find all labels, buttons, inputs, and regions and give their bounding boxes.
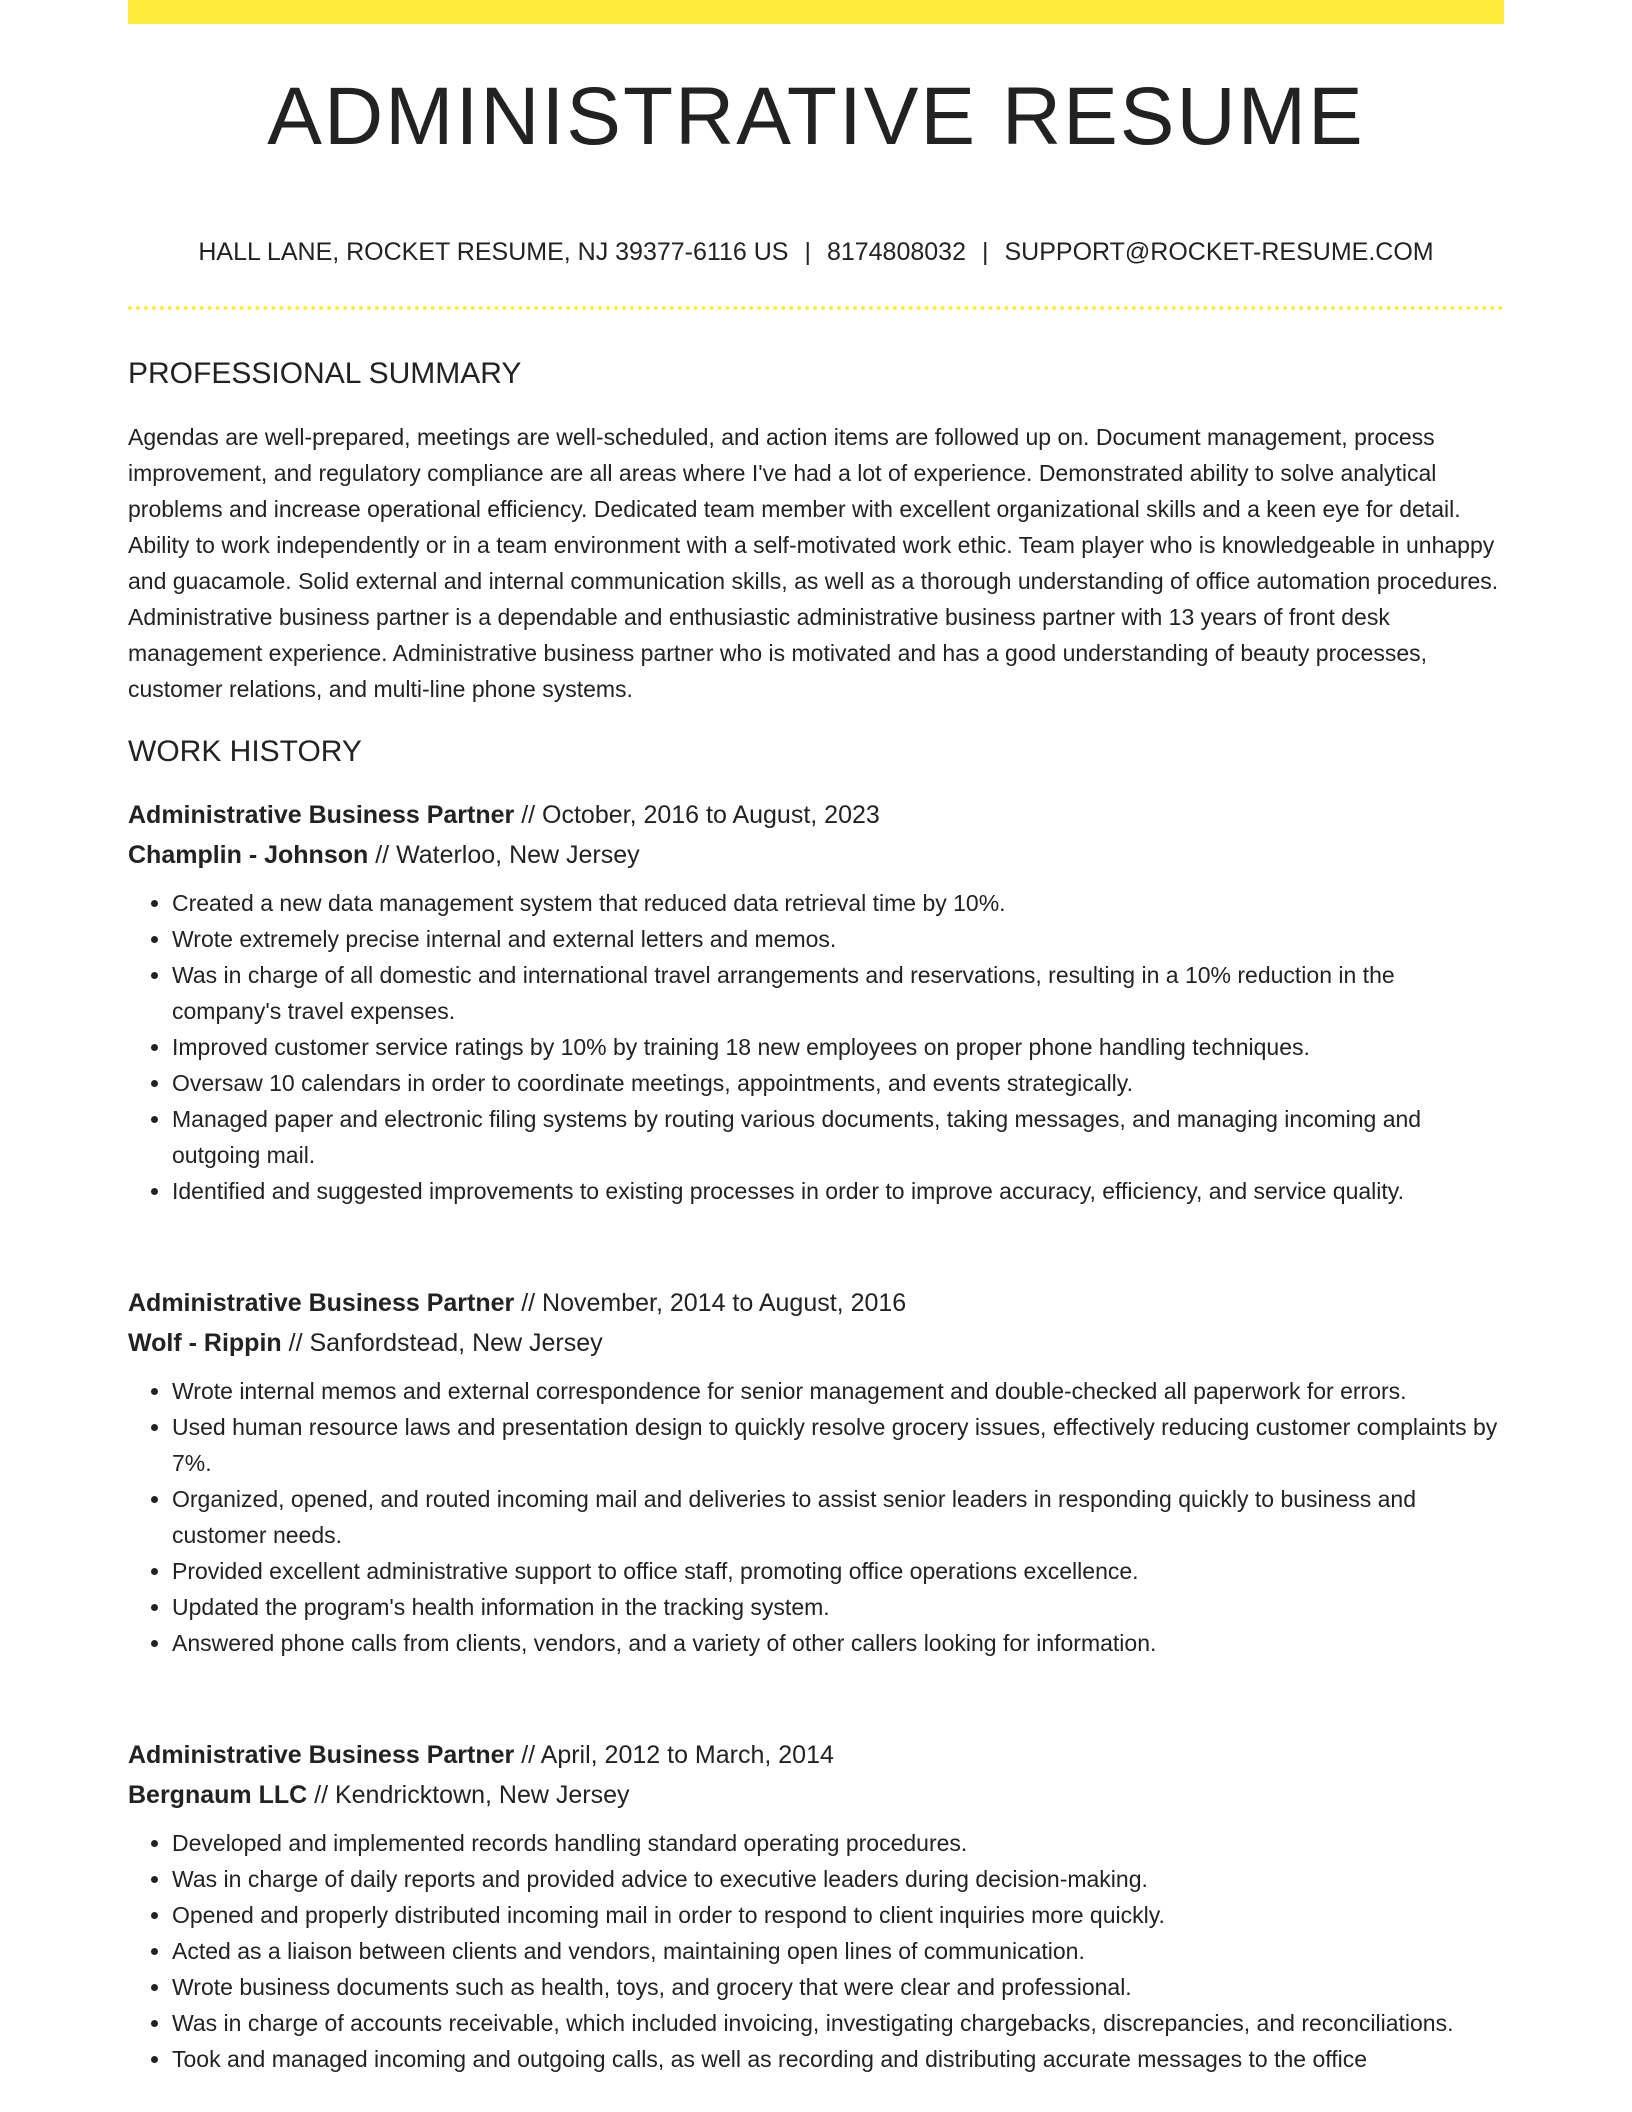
- contact-phone: 8174808032: [826, 238, 966, 266]
- job-entry: [128, 1735, 1504, 2077]
- job-company: Wolf - Rippin: [128, 1329, 282, 1357]
- contact-separator: |: [804, 238, 811, 266]
- job-company: Champlin - Johnson: [128, 841, 369, 869]
- work-history-heading: WORK HISTORY: [128, 735, 362, 768]
- job-bullet: • Was in charge of daily reports and provided advice to executive leaders during decision-making.: [172, 1861, 1504, 1897]
- job-dates: // November, 2014 to August, 2016: [514, 1289, 907, 1317]
- contact-address: HALL LANE, ROCKET RESUME, NJ 39377-6116 US: [198, 238, 789, 266]
- job-entry: [128, 1283, 1504, 1661]
- accent-top-bar: [128, 0, 1504, 24]
- job-bullet: • Identified and suggested improvements to existing processes in order to improve accuracy, efficiency, and service quality.: [172, 1173, 1504, 1209]
- job-bullet: • Managed paper and electronic filing systems by routing various documents, taking messages, and managing incoming and outgoing mail.: [172, 1101, 1504, 1173]
- job-bullet: • Was in charge of all domestic and international travel arrangements and reservations, resulting in a 10% reduction in the company's travel expenses.: [172, 957, 1504, 1029]
- job-bullets: [128, 1373, 1504, 1661]
- job-bullet: • Was in charge of accounts receivable, which included invoicing, investigating chargebacks, discrepancies, and reconciliations.: [172, 2005, 1504, 2041]
- job-title-line: [128, 1283, 1504, 1323]
- summary-heading: PROFESSIONAL SUMMARY: [128, 357, 522, 390]
- job-bullet: • Wrote extremely precise internal and external letters and memos.: [172, 921, 1504, 957]
- contact-line: [128, 240, 1504, 265]
- job-location: // Kendricktown, New Jersey: [307, 1781, 630, 1809]
- job-dates: // April, 2012 to March, 2014: [514, 1741, 834, 1769]
- contact-email: SUPPORT@ROCKET-RESUME.COM: [1004, 238, 1434, 266]
- job-bullet: • Created a new data management system that reduced data retrieval time by 10%.: [172, 885, 1504, 921]
- job-bullet: • Wrote business documents such as health, toys, and grocery that were clear and professional.: [172, 1969, 1504, 2005]
- job-bullet: • Used human resource laws and presentation design to quickly resolve grocery issues, effectively reducing customer complaints by 7%.: [172, 1409, 1504, 1481]
- job-bullet: • Opened and properly distributed incoming mail in order to respond to client inquiries more quickly.: [172, 1897, 1504, 1933]
- resume-title: ADMINISTRATIVE RESUME: [267, 71, 1365, 162]
- job-role: Administrative Business Partner: [128, 801, 515, 829]
- job-bullet: • Oversaw 10 calendars in order to coordinate meetings, appointments, and events strategically.: [172, 1065, 1504, 1101]
- job-company: Bergnaum LLC: [128, 1781, 308, 1809]
- summary-text: Agendas are well-prepared, meetings are well-scheduled, and action items are followed up on. Document management, process improvement, and regulatory compliance are all areas where I've had a lot of experience. Demonstrated ability to solve analytical problems and increase operational efficiency. Dedicated team member with excellent organizational skills and a keen eye for detail. Ability to work independently or in a team environment with a self-motivated work ethic. Team player who is knowledgeable in unhappy and guacamole. Solid external and internal communication skills, as well as a thorough understanding of office automation procedures. Administrative business partner is a dependable and enthusiastic administrative business partner with 13 years of front desk management experience. Administrative business partner who is motivated and has a good understanding of beauty processes, customer relations, and multi-line phone systems.: [128, 424, 1499, 702]
- job-company-line: [128, 1775, 1504, 1815]
- job-company-line: [128, 835, 1504, 875]
- job-bullets: [128, 1825, 1504, 2077]
- contact-separator: |: [981, 238, 989, 266]
- job-role: Administrative Business Partner: [128, 1289, 515, 1317]
- job-bullet: • Acted as a liaison between clients and vendors, maintaining open lines of communication.: [172, 1933, 1504, 1969]
- job-bullet: • Wrote internal memos and external correspondence for senior management and double-checked all paperwork for errors.: [172, 1373, 1504, 1409]
- job-bullets: [128, 885, 1504, 1209]
- job-dates: // October, 2016 to August, 2023: [514, 801, 880, 829]
- job-entry: [128, 795, 1504, 1209]
- job-bullet: • Provided excellent administrative support to office staff, promoting office operations excellence.: [172, 1553, 1504, 1589]
- job-bullet: • Answered phone calls from clients, vendors, and a variety of other callers looking for information.: [172, 1625, 1504, 1661]
- job-bullet: • Organized, opened, and routed incoming mail and deliveries to assist senior leaders in responding quickly to business and customer needs.: [172, 1481, 1504, 1553]
- header-divider: [128, 306, 1504, 310]
- job-bullet: • Took and managed incoming and outgoing calls, as well as recording and distributing accurate messages to the office: [172, 2041, 1504, 2077]
- job-company-line: [128, 1323, 1504, 1363]
- job-role: Administrative Business Partner: [128, 1741, 515, 1769]
- job-title-line: [128, 795, 1504, 835]
- job-bullet: • Improved customer service ratings by 10% by training 18 new employees on proper phone handling techniques.: [172, 1029, 1504, 1065]
- job-bullet: • Developed and implemented records handling standard operating procedures.: [172, 1825, 1504, 1861]
- job-location: // Sanfordstead, New Jersey: [281, 1329, 603, 1357]
- job-bullet: • Updated the program's health information in the tracking system.: [172, 1589, 1504, 1625]
- job-location: // Waterloo, New Jersey: [368, 841, 640, 869]
- job-title-line: [128, 1735, 1504, 1775]
